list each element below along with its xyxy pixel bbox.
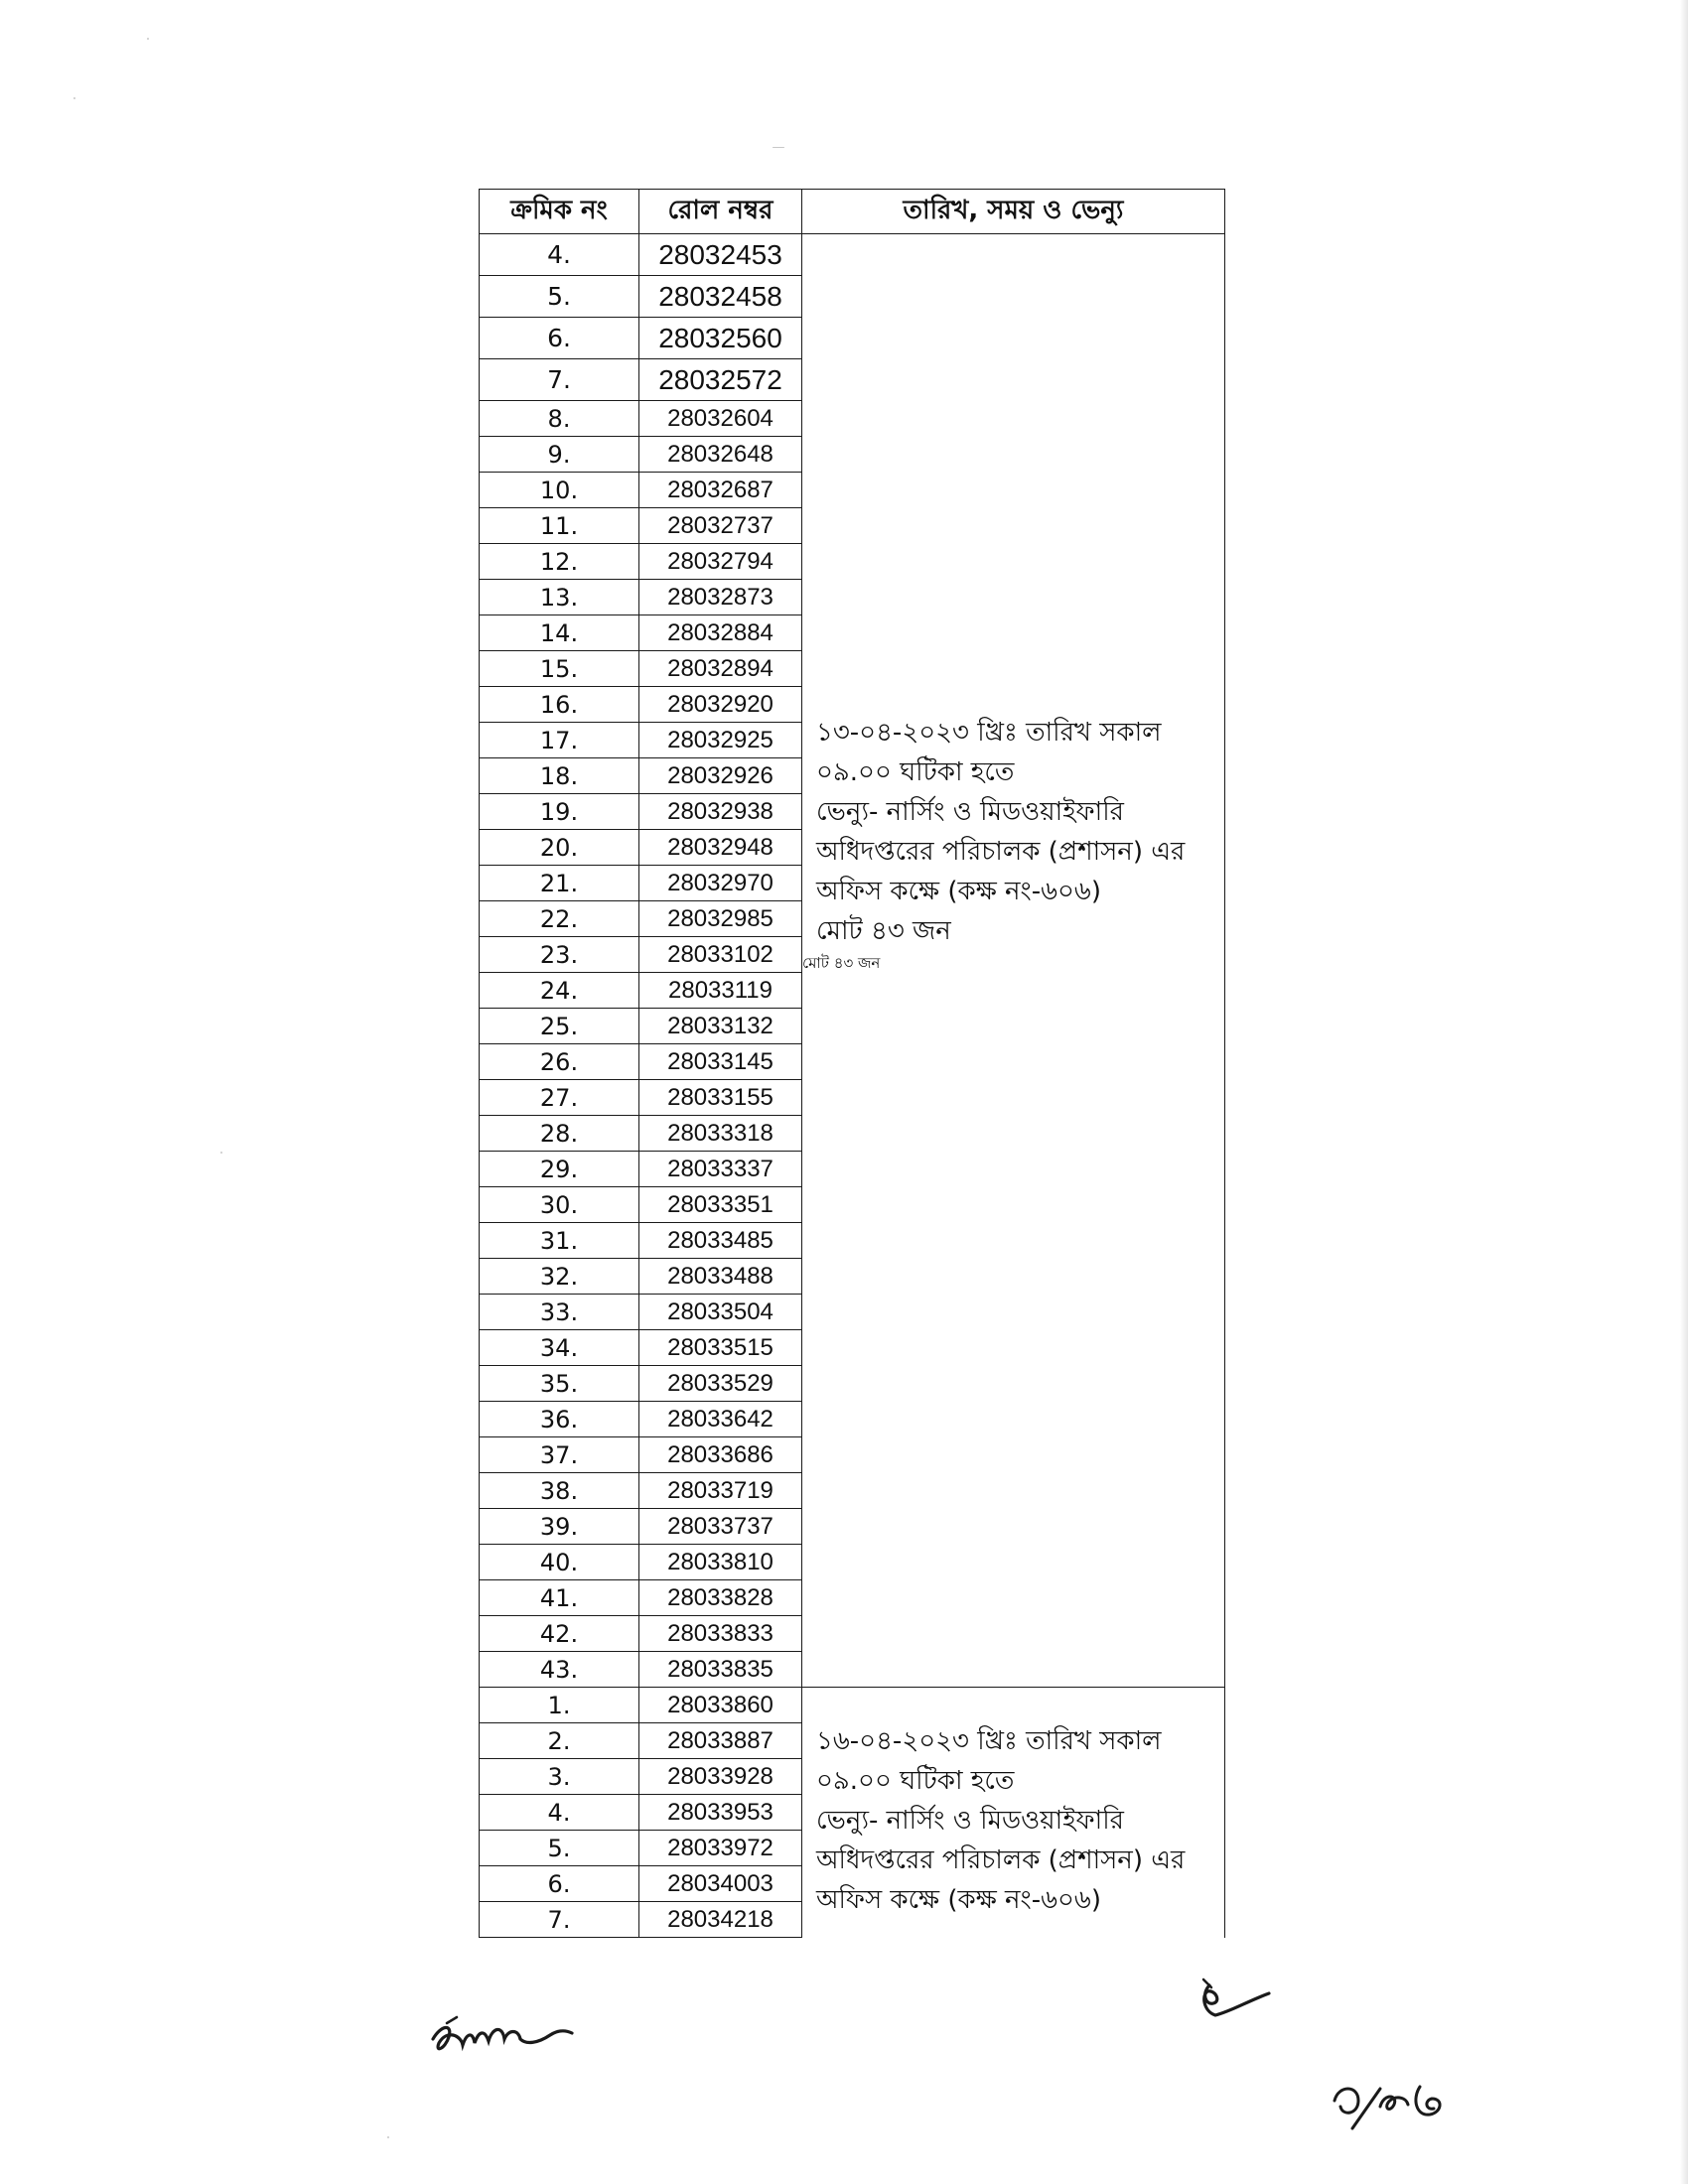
serial-cell: 24. xyxy=(480,973,639,1009)
serial-cell: 32. xyxy=(480,1259,639,1295)
serial-cell: 33. xyxy=(480,1295,639,1330)
serial-cell: 39. xyxy=(480,1509,639,1545)
venue-line: অধিদপ্তরের পরিচালক (প্রশাসন) এর xyxy=(816,837,1186,867)
roll-number-cell: 28032873 xyxy=(639,580,802,615)
venue-line: ১৬-০৪-২০২৩ খ্রিঃ তারিখ সকাল xyxy=(816,1726,1162,1756)
header-serial: ক্রমিক নং xyxy=(480,190,639,234)
roll-number-cell: 28033529 xyxy=(639,1366,802,1402)
serial-cell: 13. xyxy=(480,580,639,615)
roll-number-cell: 28032794 xyxy=(639,544,802,580)
serial-cell: 12. xyxy=(480,544,639,580)
scan-speck xyxy=(220,1152,222,1154)
table-header-row xyxy=(480,190,1225,234)
serial-cell: 29. xyxy=(480,1152,639,1187)
roll-number-cell: 28033515 xyxy=(639,1330,802,1366)
roll-number-cell: 28033485 xyxy=(639,1223,802,1259)
roll-number-cell: 28033833 xyxy=(639,1616,802,1652)
venue-cell-group-2 xyxy=(802,1688,1225,1938)
roll-number-cell: 28033504 xyxy=(639,1295,802,1330)
roll-number-cell: 28034003 xyxy=(639,1866,802,1902)
roll-number-cell: 28032985 xyxy=(639,901,802,937)
serial-cell: 34. xyxy=(480,1330,639,1366)
table-row xyxy=(480,234,1225,276)
roll-number-cell: 28032604 xyxy=(639,401,802,437)
signature-right xyxy=(1192,1976,1281,2039)
venue-cell-group-1 xyxy=(802,234,1225,1688)
roll-number-cell: 28033972 xyxy=(639,1831,802,1866)
serial-cell: 22. xyxy=(480,901,639,937)
roll-number-cell: 28033835 xyxy=(639,1652,802,1688)
serial-cell: 2. xyxy=(480,1723,639,1759)
roll-number-cell: 28032970 xyxy=(639,866,802,901)
roll-number-cell: 28033488 xyxy=(639,1259,802,1295)
scan-speck xyxy=(387,2136,389,2138)
roll-number-cell: 28033887 xyxy=(639,1723,802,1759)
roll-number-cell: 28033810 xyxy=(639,1545,802,1580)
serial-cell: 30. xyxy=(480,1187,639,1223)
roll-number-cell: 28032687 xyxy=(639,473,802,508)
scan-speck xyxy=(773,147,784,148)
serial-cell: 6. xyxy=(480,318,639,359)
roll-number-cell: 28032948 xyxy=(639,830,802,866)
serial-cell: 23. xyxy=(480,937,639,973)
serial-cell: 4. xyxy=(480,1795,639,1831)
roll-number-cell: 28033642 xyxy=(639,1402,802,1437)
roll-number-cell: 28032648 xyxy=(639,437,802,473)
roll-number-cell: 28033686 xyxy=(639,1437,802,1473)
serial-cell: 5. xyxy=(480,1831,639,1866)
roll-number-cell: 28033928 xyxy=(639,1759,802,1795)
serial-cell: 43. xyxy=(480,1652,639,1688)
signature-left xyxy=(427,2009,576,2065)
table-body xyxy=(480,234,1225,1938)
header-roll-number: রোল নম্বর xyxy=(639,190,802,234)
table-row xyxy=(480,1688,1225,1723)
roll-number-cell: 28032925 xyxy=(639,723,802,758)
serial-cell: 41. xyxy=(480,1580,639,1616)
venue-line: মোট ৪৩ জন xyxy=(816,916,951,946)
roll-number-cell: 28033828 xyxy=(639,1580,802,1616)
serial-cell: 9. xyxy=(480,437,639,473)
serial-cell: 5. xyxy=(480,276,639,318)
roll-number-cell: 28033860 xyxy=(639,1688,802,1723)
serial-cell: 14. xyxy=(480,615,639,651)
roll-number-cell: 28033132 xyxy=(639,1009,802,1044)
roll-number-cell: 28032453 xyxy=(639,234,802,276)
roll-number-cell: 28034218 xyxy=(639,1902,802,1938)
serial-cell: 7. xyxy=(480,1902,639,1938)
roll-number-cell: 28033337 xyxy=(639,1152,802,1187)
serial-cell: 25. xyxy=(480,1009,639,1044)
roll-number-cell: 28032926 xyxy=(639,758,802,794)
serial-cell: 8. xyxy=(480,401,639,437)
venue-line: ভেন্যু- নার্সিং ও মিডওয়াইফারি xyxy=(816,797,1124,827)
handwritten-page-number xyxy=(1329,2059,1458,2142)
header-date-time-venue: তারিখ, সময় ও ভেন্যু xyxy=(802,190,1225,234)
serial-cell: 20. xyxy=(480,830,639,866)
venue-line: ভেন্যু- নার্সিং ও মিডওয়াইফারি xyxy=(816,1806,1124,1836)
venue-line: ০৯.০০ ঘটিকা হতে xyxy=(816,1766,1015,1796)
roll-number-cell: 28033737 xyxy=(639,1509,802,1545)
roll-number-cell: 28033155 xyxy=(639,1080,802,1116)
roll-number-cell: 28033102 xyxy=(639,937,802,973)
roll-number-cell: 28032884 xyxy=(639,615,802,651)
serial-cell: 15. xyxy=(480,651,639,687)
serial-cell: 19. xyxy=(480,794,639,830)
serial-cell: 21. xyxy=(480,866,639,901)
page-edge-shadow xyxy=(1680,0,1688,2184)
serial-cell: 1. xyxy=(480,1688,639,1723)
roll-number-cell: 28033145 xyxy=(639,1044,802,1080)
venue-line: ১৩-০৪-২০২৩ খ্রিঃ তারিখ সকাল xyxy=(816,718,1162,748)
venue-total-note: মোট ৪৩ জন xyxy=(802,953,881,972)
roll-number-cell: 28032938 xyxy=(639,794,802,830)
venue-line: অফিস কক্ষে (কক্ষ নং-৬০৬) xyxy=(816,1885,1101,1915)
serial-cell: 37. xyxy=(480,1437,639,1473)
venue-line: অফিস কক্ষে (কক্ষ নং-৬০৬) xyxy=(816,877,1101,906)
scan-speck xyxy=(147,38,149,40)
serial-cell: 16. xyxy=(480,687,639,723)
venue-line: ০৯.০০ ঘটিকা হতে xyxy=(816,757,1015,787)
serial-cell: 26. xyxy=(480,1044,639,1080)
roll-number-cell: 28032572 xyxy=(639,359,802,401)
roll-number-cell: 28032737 xyxy=(639,508,802,544)
roll-number-table xyxy=(479,189,1225,1938)
serial-cell: 7. xyxy=(480,359,639,401)
scan-speck xyxy=(73,97,75,99)
serial-cell: 42. xyxy=(480,1616,639,1652)
roll-number-cell: 28033719 xyxy=(639,1473,802,1509)
roll-number-cell: 28032920 xyxy=(639,687,802,723)
serial-cell: 38. xyxy=(480,1473,639,1509)
serial-cell: 18. xyxy=(480,758,639,794)
serial-cell: 10. xyxy=(480,473,639,508)
roll-number-cell: 28032894 xyxy=(639,651,802,687)
roll-number-cell: 28032458 xyxy=(639,276,802,318)
serial-cell: 31. xyxy=(480,1223,639,1259)
serial-cell: 3. xyxy=(480,1759,639,1795)
venue-details-group-2 xyxy=(816,1721,1214,1920)
serial-cell: 11. xyxy=(480,508,639,544)
roll-number-cell: 28032560 xyxy=(639,318,802,359)
serial-cell: 27. xyxy=(480,1080,639,1116)
venue-details-group-1 xyxy=(816,713,1214,951)
serial-cell: 4. xyxy=(480,234,639,276)
serial-cell: 36. xyxy=(480,1402,639,1437)
serial-cell: 17. xyxy=(480,723,639,758)
venue-line: অধিদপ্তরের পরিচালক (প্রশাসন) এর xyxy=(816,1845,1186,1875)
roll-number-cell: 28033318 xyxy=(639,1116,802,1152)
serial-cell: 28. xyxy=(480,1116,639,1152)
roll-number-cell: 28033119 xyxy=(639,973,802,1009)
serial-cell: 35. xyxy=(480,1366,639,1402)
roll-number-cell: 28033351 xyxy=(639,1187,802,1223)
serial-cell: 40. xyxy=(480,1545,639,1580)
roll-number-cell: 28033953 xyxy=(639,1795,802,1831)
serial-cell: 6. xyxy=(480,1866,639,1902)
